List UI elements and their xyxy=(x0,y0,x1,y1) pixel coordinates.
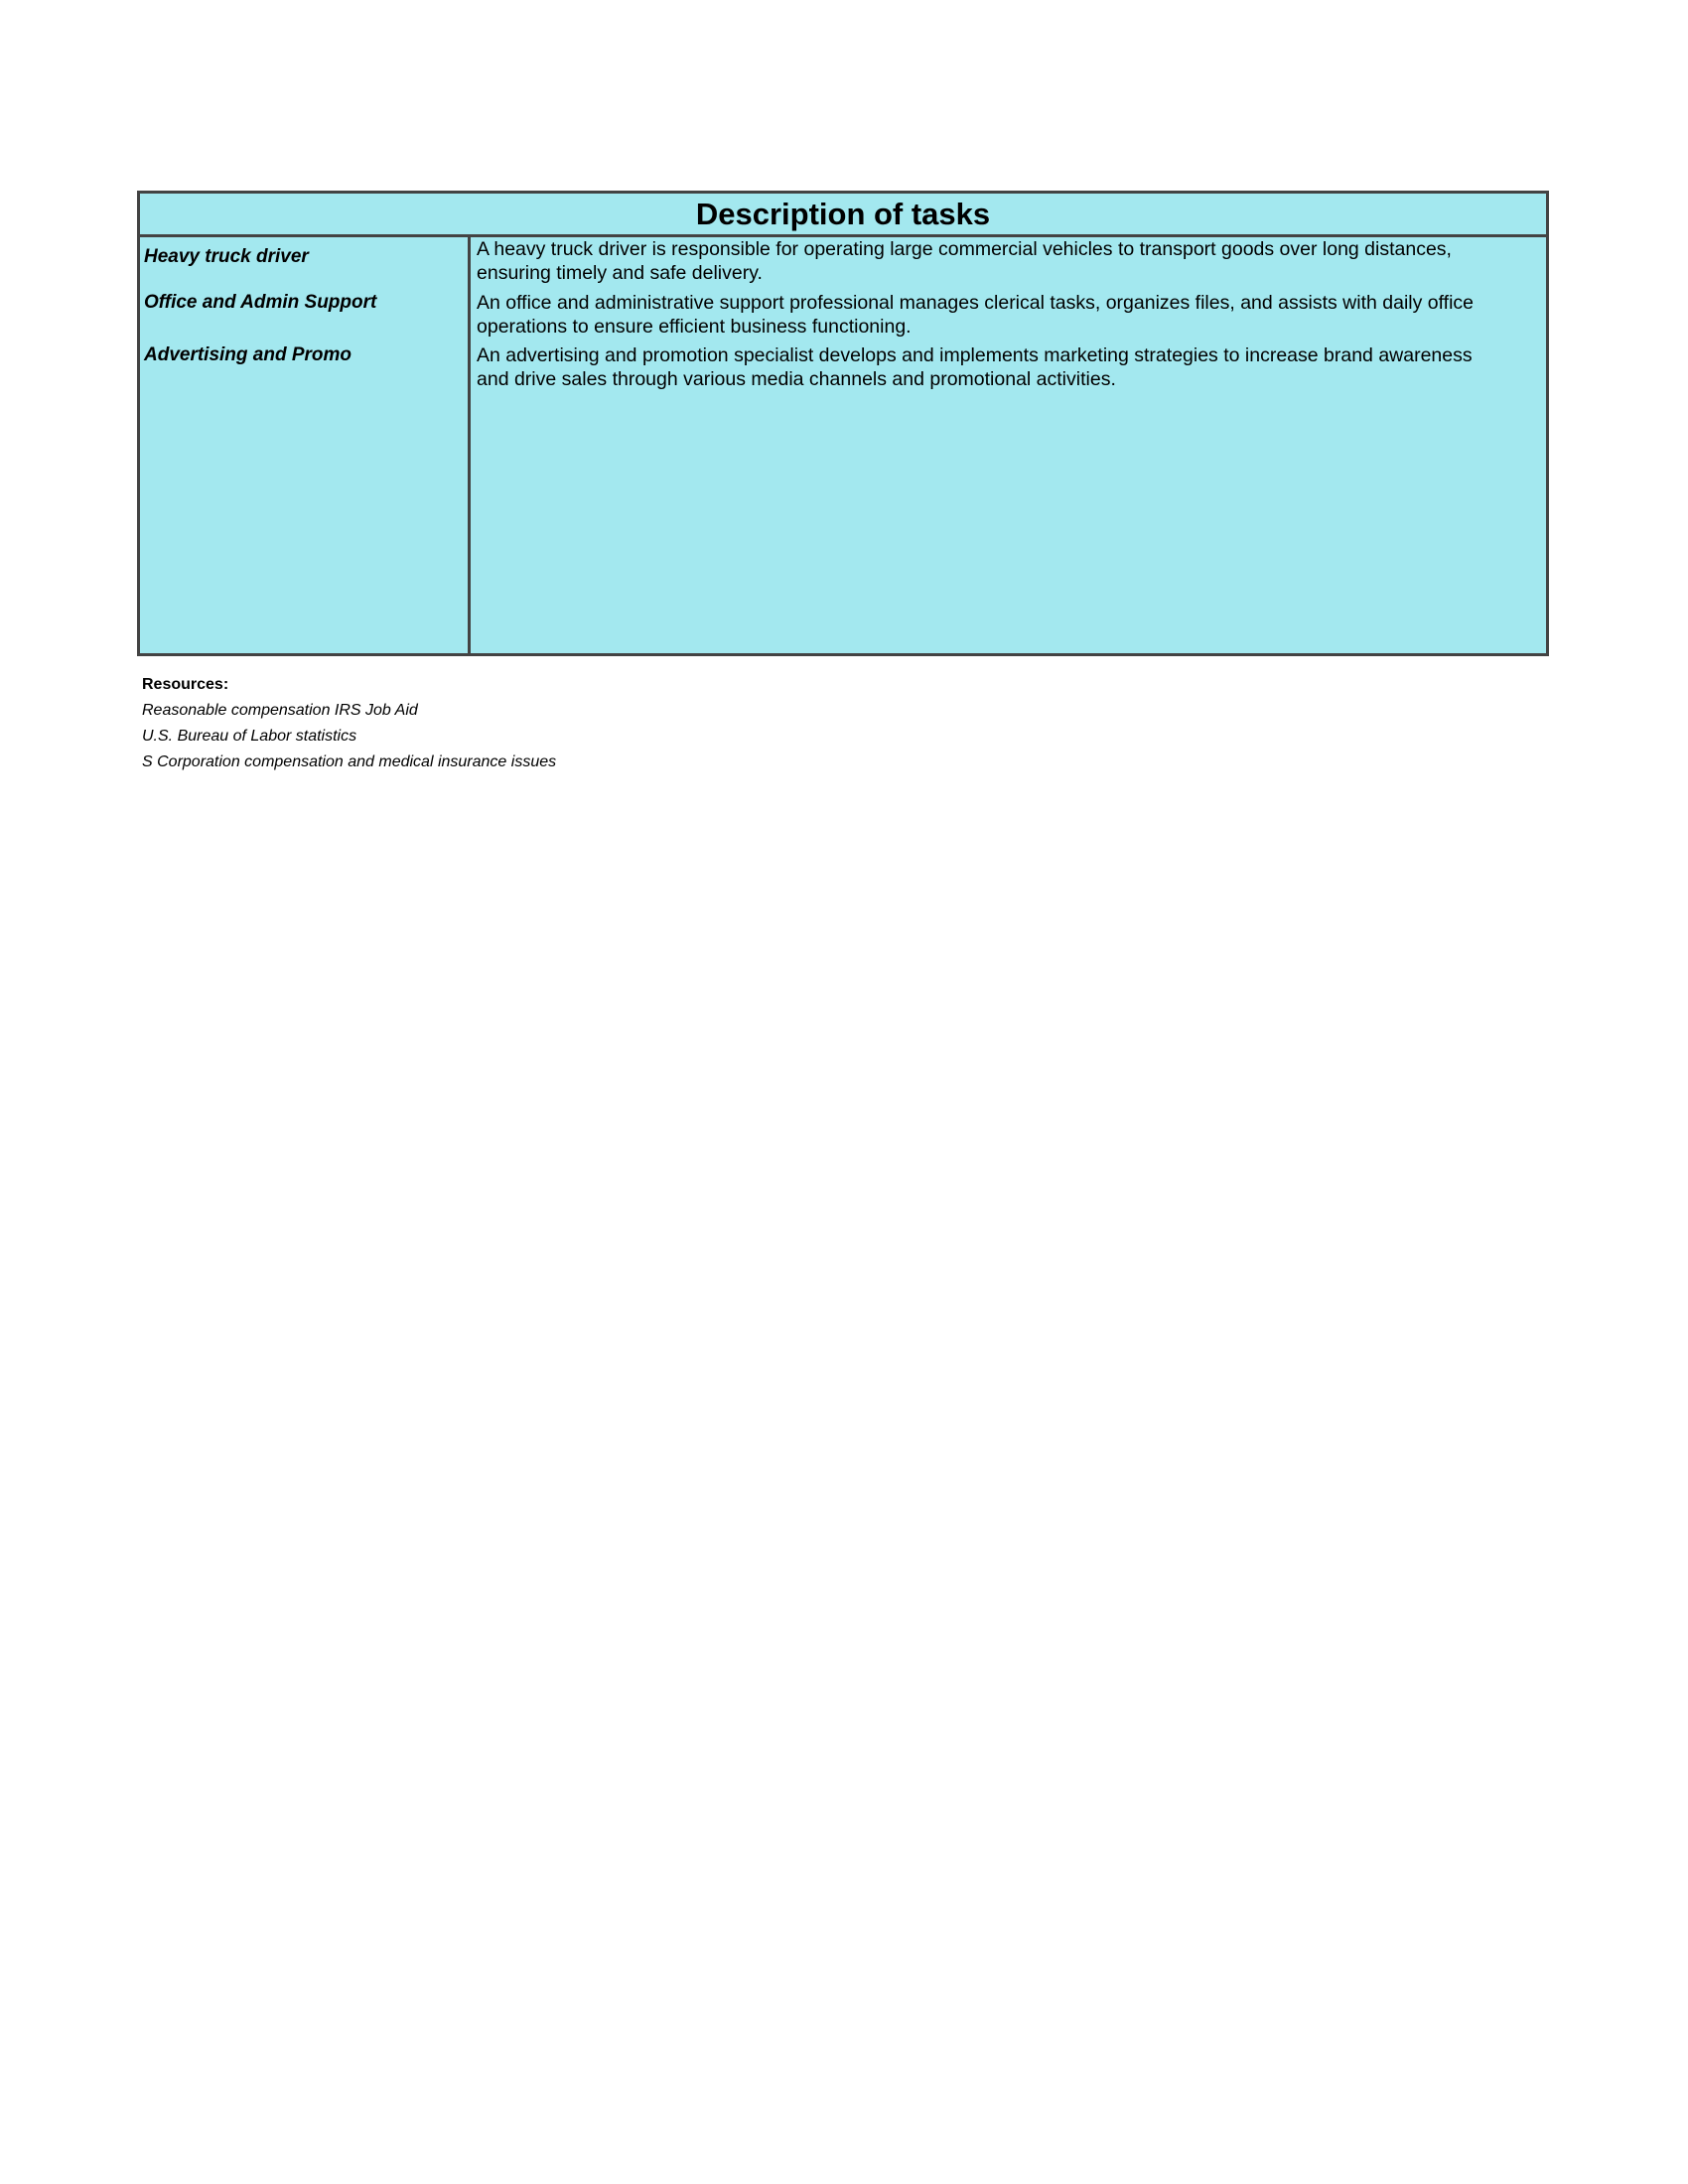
resource-s-corp-compensation[interactable]: S Corporation compensation and medical insurance issues xyxy=(142,753,557,770)
roles-column xyxy=(140,237,471,653)
description-line: An office and administrative support professional manages clerical tasks, organizes files, and assists with daily office xyxy=(477,292,1475,314)
description-line: operations to ensure efficient business functioning. xyxy=(477,316,912,338)
role-heavy-truck-driver: Heavy truck driver xyxy=(144,246,309,267)
table-title: Description of tasks xyxy=(140,194,1546,237)
description-office-admin-support xyxy=(477,291,1526,339)
task-description-table xyxy=(137,191,1549,656)
resource-irs-job-aid[interactable]: Reasonable compensation IRS Job Aid xyxy=(142,702,418,719)
resource-bls-statistics[interactable]: U.S. Bureau of Labor statistics xyxy=(142,728,357,745)
description-heavy-truck-driver xyxy=(477,237,1526,285)
resources-heading: Resources: xyxy=(142,676,229,693)
role-office-admin-support: Office and Admin Support xyxy=(144,292,377,313)
description-line: and drive sales through various media channels and promotional activities. xyxy=(477,368,1116,390)
description-line: An advertising and promotion specialist develops and implements marketing strategies to increase brand awareness xyxy=(477,344,1473,366)
description-advertising-promo xyxy=(477,343,1526,391)
description-line: ensuring timely and safe delivery. xyxy=(477,262,763,284)
role-advertising-promo: Advertising and Promo xyxy=(144,344,352,365)
descriptions-column xyxy=(471,237,1546,653)
description-line: A heavy truck driver is responsible for operating large commercial vehicles to transport goods over long distances, xyxy=(477,238,1452,260)
